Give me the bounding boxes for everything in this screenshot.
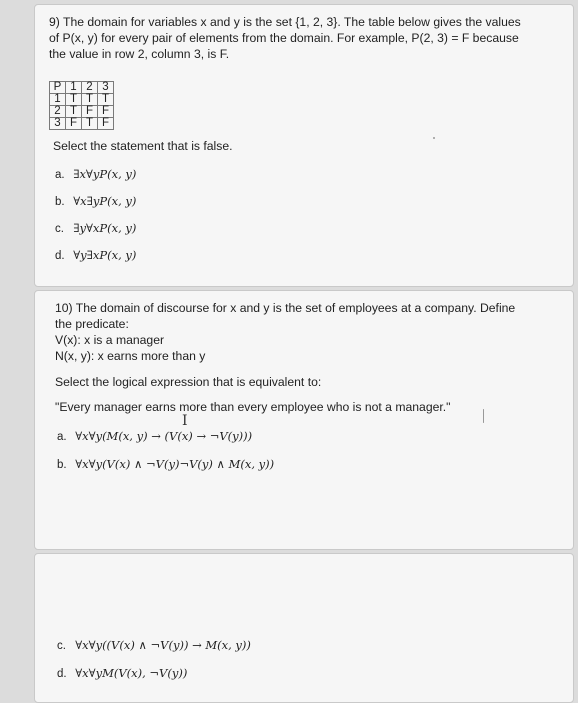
option-letter: b. (57, 459, 67, 471)
option-letter: a. (57, 431, 67, 443)
table-cell: T (66, 106, 82, 118)
stray-mark (483, 409, 484, 423)
q9-text-line-2: of P(x, y) for every pair of elements from the domain. For example, P(2, 3) = F because (49, 31, 519, 45)
table-cell: 2 (50, 106, 66, 118)
p-truth-table (49, 81, 114, 130)
q10-prompt: Select the logical expression that is equivalent to: (55, 375, 322, 389)
table-row (50, 94, 114, 106)
table-cell: 1 (66, 82, 82, 94)
option-letter: b. (55, 196, 65, 208)
table-cell: F (98, 118, 114, 130)
table-cell: 2 (82, 82, 98, 94)
table-row (50, 106, 114, 118)
option-expression: ∃y∀xP(x, y) (73, 221, 137, 235)
option-letter: d. (55, 250, 65, 262)
table-cell: F (98, 106, 114, 118)
table-cell: F (66, 118, 82, 130)
stray-mark (433, 137, 435, 139)
q10-text-line-2: the predicate: (55, 317, 129, 331)
q9-option-a[interactable] (55, 167, 136, 181)
q9-option-b[interactable] (55, 194, 136, 208)
q10-option-b[interactable] (57, 457, 274, 471)
q9-text-line-1: 9) The domain for variables x and y is the set {1, 2, 3}. The table below gives the values (49, 15, 521, 29)
option-expression: ∀x∀y(V(x) ∧ ¬V(y)¬V(y) ∧ M(x, y)) (75, 457, 275, 471)
q9-option-c[interactable] (55, 221, 136, 235)
table-row (50, 118, 114, 130)
table-cell: 3 (98, 82, 114, 94)
table-cell: T (82, 118, 98, 130)
table-cell: 1 (50, 94, 66, 106)
q9-prompt: Select the statement that is false. (53, 139, 233, 153)
option-expression: ∀y∃xP(x, y) (73, 248, 137, 262)
q10-option-a[interactable] (57, 429, 252, 443)
option-letter: a. (55, 169, 65, 181)
table-header-row (50, 82, 114, 94)
table-cell: T (66, 94, 82, 106)
q9-option-d[interactable] (55, 248, 136, 262)
q10-text-line-1: 10) The domain of discourse for x and y is the set of employees at a company. Define (55, 301, 516, 315)
table-cell: T (98, 94, 114, 106)
text-cursor-icon: I (182, 413, 188, 429)
option-expression: ∀x∀y((V(x) ∧ ¬V(y)) → M(x, y)) (75, 638, 251, 652)
option-expression: ∀x∀yM(V(x), ¬V(y)) (75, 666, 188, 680)
table-cell: P (50, 82, 66, 94)
option-expression: ∃x∀yP(x, y) (73, 167, 137, 181)
q10-text-line-3: V(x): x is a manager (55, 333, 165, 347)
q10-quote: "Every manager earns more than every employee who is not a manager." (55, 400, 451, 414)
question-10-card (34, 290, 574, 550)
q10-text-line-4: N(x, y): x earns more than y (55, 349, 206, 363)
option-letter: c. (57, 640, 66, 652)
table-cell: T (82, 94, 98, 106)
table-cell: F (82, 106, 98, 118)
option-letter: c. (55, 223, 64, 235)
q9-text-line-3: the value in row 2, column 3, is F. (49, 47, 230, 61)
question-9-card (34, 4, 574, 287)
question-10-continued-card (34, 553, 574, 703)
q10-option-c[interactable] (57, 638, 251, 652)
option-expression: ∀x∃yP(x, y) (73, 194, 137, 208)
option-letter: d. (57, 668, 67, 680)
table-cell: 3 (50, 118, 66, 130)
q10-option-d[interactable] (57, 666, 187, 680)
option-expression: ∀x∀y(M(x, y) → (V(x) → ¬V(y))) (75, 429, 253, 443)
